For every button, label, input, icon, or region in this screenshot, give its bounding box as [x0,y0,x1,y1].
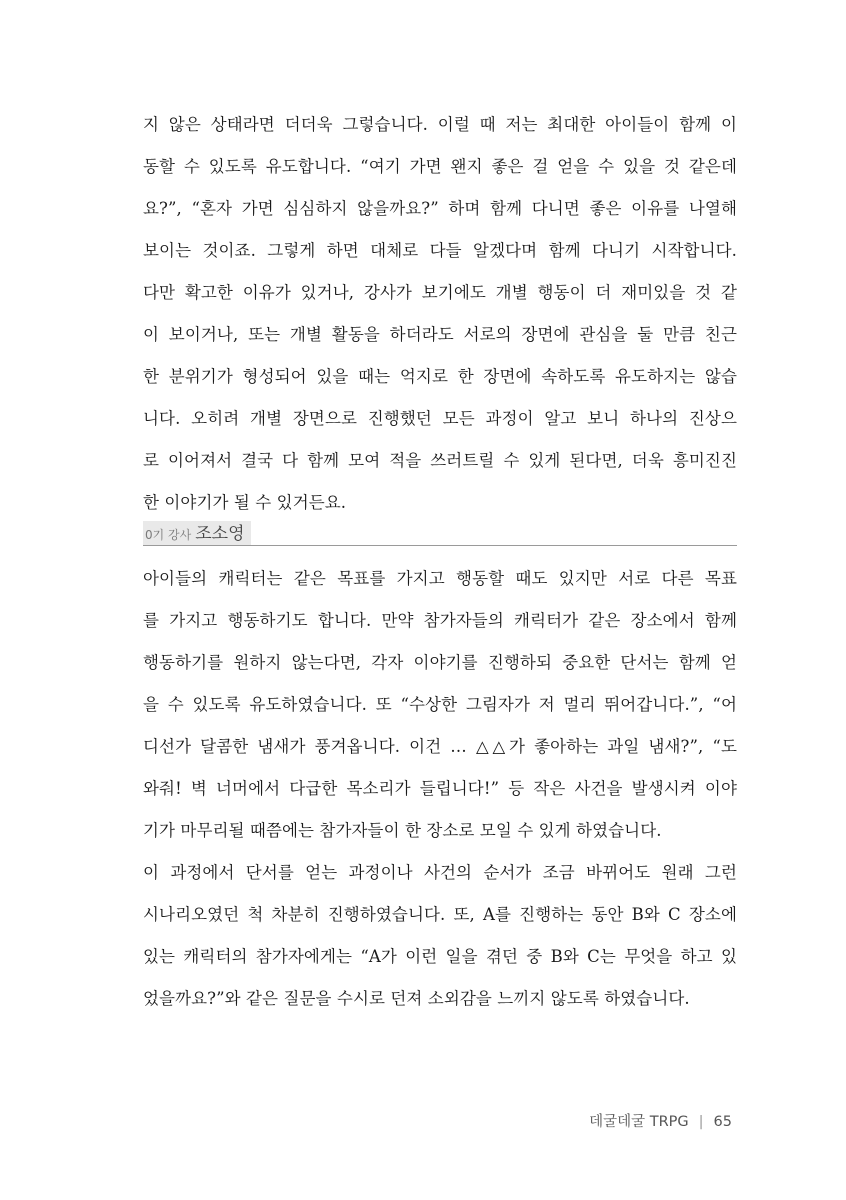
text-line: 니다. 오히려 개별 장면으로 진행했던 모든 과정이 알고 보니 하나의 진상으 [143,409,737,428]
text-line: 시나리오였던 척 차분히 진행하였습니다. 또, A를 진행하는 동안 B와 C 장소에 [143,905,737,924]
footer-separator: | [698,1114,704,1130]
page-number: 65 [713,1114,732,1130]
speaker-name: 조소영 [195,524,245,544]
text-line: 있는 캐릭터의 참가자에게는 “A가 이런 일을 겪던 중 B와 C는 무엇을 하고 있 [143,947,737,966]
speaker-header [143,517,737,546]
text-line: 을 수 있도록 유도하였습니다. 또 “수상한 그림자가 저 멀리 뛰어갑니다.”, “어 [143,695,737,714]
speaker-tag [143,521,251,545]
text-line: 요?”, “혼자 가면 심심하지 않을까요?” 하며 함께 다니면 좋은 이유를 나열해 [143,199,737,218]
book-title: 데굴데굴 TRPG [589,1114,689,1130]
text-line: 었을까요?”와 같은 질문을 수시로 던져 소외감을 느끼지 않도록 하였습니다. [143,989,690,1008]
text-line: 이 보이거나, 또는 개별 활동을 하더라도 서로의 장면에 관심을 둘 만큼 친근 [143,325,737,344]
body-text-bottom [143,558,737,1020]
text-line: 기가 마무리될 때쯤에는 참가자들이 한 장소로 모일 수 있게 하였습니다. [143,821,662,840]
text-line: 행동하기를 원하지 않는다면, 각자 이야기를 진행하되 중요한 단서는 함께 얻 [143,653,737,672]
text-line: 를 가지고 행동하기도 합니다. 만약 참가자들의 캐릭터가 같은 장소에서 함께 [143,611,737,630]
text-line: 와줘! 벽 너머에서 다급한 목소리가 들립니다!” 등 작은 사건을 발생시켜 이야 [143,779,737,798]
text-line: 디선가 달콤한 냄새가 풍겨옵니다. 이건 … △△가 좋아하는 과일 냄새?”, “도 [143,737,737,756]
text-line: 다만 확고한 이유가 있거나, 강사가 보기에도 개별 행동이 더 재미있을 것 같 [143,283,737,302]
text-line: 한 이야기가 될 수 있거든요. [143,493,347,512]
text-line: 로 이어져서 결국 다 함께 모여 적을 쓰러트릴 수 있게 된다면, 더욱 흥미진진 [143,451,737,470]
text-line: 지 않은 상태라면 더더욱 그렇습니다. 이럴 때 저는 최대한 아이들이 함께 이 [143,115,737,134]
page-footer [589,1110,732,1131]
text-line: 동할 수 있도록 유도합니다. “여기 가면 왠지 좋은 걸 얻을 수 있을 것 같은데 [143,157,737,176]
text-line: 한 분위기가 형성되어 있을 때는 억지로 한 장면에 속하도록 유도하지는 않습 [143,367,737,386]
text-line: 이 과정에서 단서를 얻는 과정이나 사건의 순서가 조금 바뀌어도 원래 그런 [143,863,737,882]
text-line: 아이들의 캐릭터는 같은 목표를 가지고 행동할 때도 있지만 서로 다른 목표 [143,569,737,588]
body-text-top [143,104,737,524]
text-line: 보이는 것이죠. 그렇게 하면 대체로 다들 알겠다며 함께 다니기 시작합니다. [143,241,737,260]
speaker-role: 0기 강사 [145,528,192,542]
